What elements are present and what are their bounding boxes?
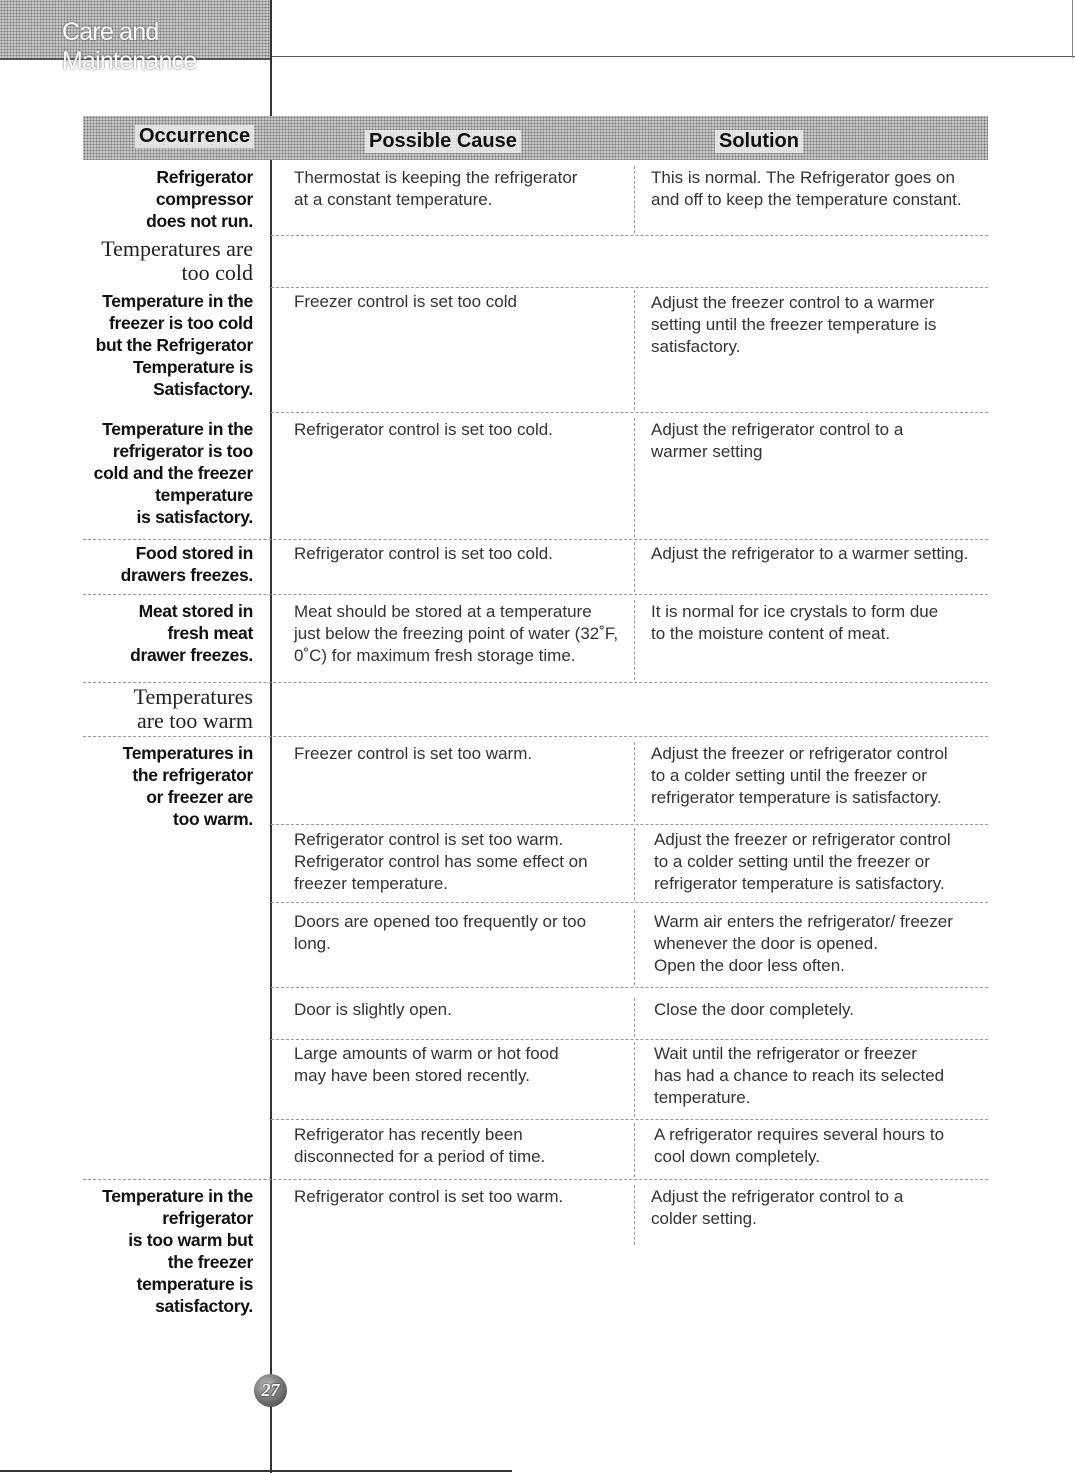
occurrence-line: Food stored in: [135, 543, 253, 563]
cause-cell: [294, 999, 629, 1021]
table-header: [83, 116, 988, 160]
solution-cell: [654, 1124, 994, 1168]
cause-line: disconnected for a period of time.: [294, 1147, 546, 1166]
cause-cell: [294, 601, 629, 667]
occurrence-line: the freezer: [167, 1252, 253, 1272]
occurrence-line: temperature: [155, 485, 253, 505]
row-divider: [271, 412, 988, 413]
occurrence-line: Temperatures in: [122, 743, 253, 763]
cause-line: long.: [294, 934, 331, 953]
section-heading-line: too cold: [181, 260, 253, 285]
solution-cell: [654, 829, 994, 895]
cause-cell: [294, 829, 629, 895]
cause-line: Refrigerator control is set too cold.: [294, 420, 553, 439]
cause-line: Thermostat is keeping the refrigerator: [294, 168, 578, 187]
row-divider: [271, 287, 988, 288]
cell-divider: [634, 1185, 635, 1245]
solution-cell: [651, 292, 991, 358]
occurrence-line: satisfactory.: [155, 1296, 253, 1316]
cell-divider: [634, 1123, 635, 1177]
solution-line: A refrigerator requires several hours to: [654, 1125, 945, 1144]
solution-line: to a colder setting until the freezer or: [654, 852, 930, 871]
cell-divider: [634, 542, 635, 592]
section-heading-line: Temperatures are: [101, 236, 253, 261]
solution-line: Wait until the refrigerator or freezer: [654, 1044, 917, 1063]
solution-cell: [651, 419, 991, 463]
cell-divider: [634, 828, 635, 900]
solution-line: Adjust the refrigerator control to a: [651, 1187, 904, 1206]
cause-line: 0˚C) for maximum fresh storage time.: [294, 646, 576, 665]
occurrence-cell: [102, 1185, 253, 1317]
row-divider: [83, 594, 988, 595]
solution-line: Close the door completely.: [654, 1000, 855, 1019]
occurrence-line: drawer freezes.: [130, 645, 253, 665]
solution-line: cool down completely.: [654, 1147, 820, 1166]
page-edge-mark: [1072, 0, 1073, 58]
occurrence-line: compressor: [155, 189, 253, 209]
cause-cell: [294, 543, 629, 565]
cell-divider: [634, 998, 635, 1037]
solution-line: whenever the door is opened.: [654, 934, 878, 953]
occurrence-line: Temperature in the: [102, 1186, 253, 1206]
solution-line: setting until the freezer temperature is: [651, 315, 937, 334]
solution-line: Open the door less often.: [654, 956, 845, 975]
occurrence-line: is too warm but: [128, 1230, 253, 1250]
solution-line: Warm air enters the refrigerator/ freezer: [654, 912, 953, 931]
solution-line: refrigerator temperature is satisfactory.: [654, 874, 945, 893]
occurrence-line: Refrigerator: [156, 167, 253, 187]
cause-line: Refrigerator control is set too warm.: [294, 1187, 564, 1206]
cell-divider: [634, 290, 635, 410]
occurrence-line: Satisfactory.: [153, 379, 253, 399]
cell-divider: [634, 166, 635, 233]
cause-cell: [294, 167, 629, 211]
cause-cell: [294, 419, 629, 441]
page-number-badge: 27: [254, 1374, 287, 1407]
cause-line: may have been stored recently.: [294, 1066, 530, 1085]
solution-cell: [651, 167, 991, 211]
occurrence-cell: [130, 600, 253, 666]
row-divider: [271, 902, 988, 903]
cause-cell: [294, 743, 629, 765]
occurrence-line: Temperature in the: [102, 291, 253, 311]
solution-line: Adjust the refrigerator to a warmer setting.: [651, 544, 969, 563]
solution-line: refrigerator temperature is satisfactory.: [651, 788, 942, 807]
cell-divider: [634, 1042, 635, 1117]
cause-line: Refrigerator has recently been: [294, 1125, 523, 1144]
occurrence-line: Temperature in the: [102, 419, 253, 439]
solution-cell: [651, 743, 991, 809]
row-divider: [271, 1119, 988, 1120]
occurrence-line: Meat stored in: [138, 601, 253, 621]
cause-line: Meat should be stored at a temperature: [294, 602, 592, 621]
solution-cell: [654, 999, 994, 1021]
occurrence-line: or freezer are: [146, 787, 253, 807]
solution-line: to the moisture content of meat.: [651, 624, 891, 643]
solution-cell: [651, 601, 991, 645]
solution-line: warmer setting: [651, 442, 763, 461]
row-divider: [271, 824, 988, 825]
solution-cell: [654, 1043, 994, 1109]
solution-line: satisfactory.: [651, 337, 741, 356]
row-divider: [271, 1039, 988, 1040]
bottom-rule: [0, 1470, 512, 1472]
solution-cell: [651, 543, 991, 565]
occurrence-line: temperature is: [136, 1274, 253, 1294]
occurrence-cell: [146, 166, 253, 232]
cell-divider: [634, 910, 635, 985]
section-heading: [134, 685, 253, 733]
occurrence-line: freezer is too cold: [108, 313, 253, 333]
solution-line: Adjust the freezer or refrigerator control: [654, 830, 951, 849]
cause-line: Refrigerator control has some effect on: [294, 852, 588, 871]
section-heading-line: are too warm: [136, 708, 253, 733]
section-heading-line: Temperatures: [133, 684, 253, 709]
row-divider: [271, 987, 988, 988]
header-banner: [0, 0, 271, 75]
cause-line: at a constant temperature.: [294, 190, 493, 209]
cause-line: freezer temperature.: [294, 874, 449, 893]
section-title: Care and Maintenance: [62, 18, 197, 75]
occurrence-line: but the Refrigerator: [95, 335, 253, 355]
occurrence-line: refrigerator is too: [112, 441, 253, 461]
cause-line: Large amounts of warm or hot food: [294, 1044, 559, 1063]
solution-line: temperature.: [654, 1088, 751, 1107]
cause-line: Freezer control is set too cold: [294, 292, 517, 311]
header-occurrence: Occurrence: [135, 125, 254, 148]
occurrence-line: Temperature is: [133, 357, 253, 377]
cause-cell: [294, 1043, 629, 1087]
occurrence-line: is satisfactory.: [136, 507, 253, 527]
cause-cell: [294, 291, 629, 313]
occurrence-cell: [123, 742, 253, 830]
solution-line: to a colder setting until the freezer or: [651, 766, 927, 785]
solution-line: Adjust the freezer or refrigerator control: [651, 744, 948, 763]
header-solution: Solution: [715, 130, 803, 153]
solution-line: This is normal. The Refrigerator goes on: [651, 168, 955, 187]
cell-divider: [634, 742, 635, 822]
row-divider: [83, 1179, 988, 1180]
section-heading: [101, 237, 253, 285]
solution-line: Adjust the freezer control to a warmer: [651, 293, 935, 312]
occurrence-line: the refrigerator: [132, 765, 253, 785]
solution-line: It is normal for ice crystals to form due: [651, 602, 939, 621]
header-possible-cause: Possible Cause: [365, 130, 521, 153]
row-divider: [271, 235, 988, 236]
cause-line: Refrigerator control is set too cold.: [294, 544, 553, 563]
solution-line: colder setting.: [651, 1209, 757, 1228]
solution-cell: [654, 911, 994, 977]
cause-cell: [294, 911, 629, 955]
occurrence-line: fresh meat: [167, 623, 253, 643]
occurrence-cell: [121, 542, 253, 586]
cell-divider: [634, 418, 635, 537]
solution-cell: [651, 1186, 991, 1230]
occurrence-line: cold and the freezer: [93, 463, 253, 483]
solution-line: has had a chance to reach its selected: [654, 1066, 945, 1085]
occurrence-cell: [96, 290, 253, 400]
cause-cell: [294, 1124, 629, 1168]
cause-line: Freezer control is set too warm.: [294, 744, 533, 763]
cause-cell: [294, 1186, 629, 1208]
row-divider: [83, 539, 988, 540]
cause-line: Refrigerator control is set too warm.: [294, 830, 564, 849]
cell-divider: [634, 600, 635, 680]
occurrence-line: refrigerator: [162, 1208, 253, 1228]
occurrence-line: does not run.: [146, 211, 253, 231]
row-divider: [83, 736, 988, 737]
cause-line: Door is slightly open.: [294, 1000, 452, 1019]
solution-line: and off to keep the temperature constant.: [651, 190, 962, 209]
header-rule: [271, 56, 1075, 57]
cause-line: Doors are opened too frequently or too: [294, 912, 587, 931]
occurrence-cell: [94, 418, 253, 528]
cause-line: just below the freezing point of water (32˚F,: [294, 624, 619, 643]
row-divider: [83, 682, 988, 683]
occurrence-line: drawers freezes.: [120, 565, 253, 585]
occurrence-line: too warm.: [173, 809, 253, 829]
solution-line: Adjust the refrigerator control to a: [651, 420, 904, 439]
